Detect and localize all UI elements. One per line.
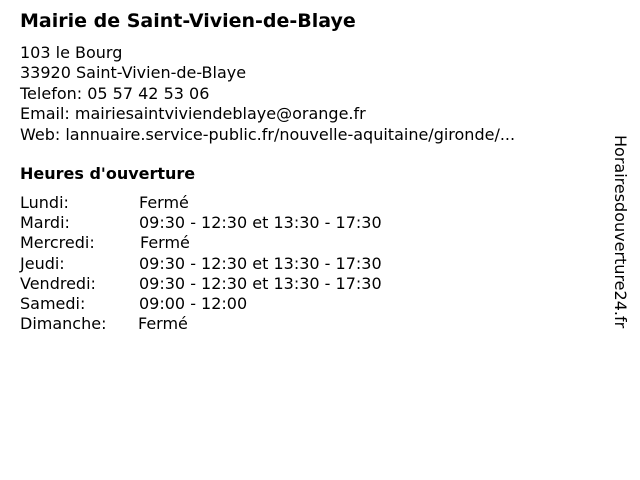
day-hours: Fermé	[138, 314, 188, 334]
day-label: Mercredi:	[20, 233, 95, 253]
day-label: Lundi:	[20, 193, 69, 212]
contact-info	[20, 43, 515, 145]
day-hours: 09:30 - 12:30 et 13:30 - 17:30	[139, 253, 382, 273]
opening-hours-heading: Heures d'ouverture	[20, 164, 196, 183]
hours-row-sunday	[20, 314, 440, 334]
day-label: Mardi:	[20, 213, 70, 233]
hours-row-saturday	[20, 294, 440, 314]
website-link[interactable]: Web: lannuaire.service-public.fr/nouvelle-aquitaine/gironde/...	[20, 124, 516, 144]
site-watermark: Horairesdouverture24.fr	[611, 135, 630, 329]
day-hours: 09:00 - 12:00	[139, 293, 248, 313]
day-hours: 09:30 - 12:30 et 13:30 - 17:30	[139, 213, 382, 233]
hours-row-wednesday	[20, 233, 440, 253]
day-hours: Fermé	[139, 193, 189, 212]
city-address: 33920 Saint-Vivien-de-Blaye	[20, 63, 247, 83]
hours-row-tuesday	[20, 213, 440, 233]
day-hours: 09:30 - 12:30 et 13:30 - 17:30	[139, 273, 382, 293]
day-label: Samedi:	[20, 293, 86, 313]
phone-number[interactable]: Telefon: 05 57 42 53 06	[20, 83, 210, 103]
page-title: Mairie de Saint-Vivien-de-Blaye	[20, 10, 356, 32]
hours-row-friday	[20, 274, 440, 294]
day-label: Vendredi:	[20, 273, 96, 293]
email-address[interactable]: Email: mairiesaintviviendeblaye@orange.fr	[20, 104, 366, 124]
opening-hours-table	[20, 193, 440, 334]
day-label: Jeudi:	[20, 253, 65, 273]
hours-row-thursday	[20, 254, 440, 274]
day-label: Dimanche:	[20, 314, 107, 334]
street-address: 103 le Bourg	[20, 43, 123, 62]
hours-row-monday	[20, 193, 440, 213]
day-hours: Fermé	[140, 233, 190, 253]
